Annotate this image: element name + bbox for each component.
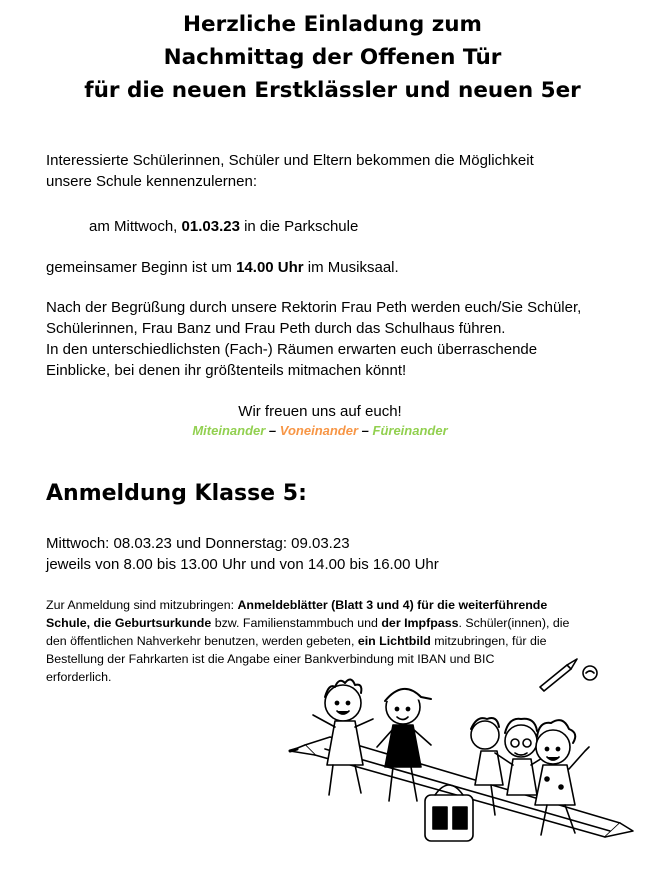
req-birth-certificate: Schule, die Geburtsurkunde <box>46 616 212 630</box>
req-bank-details: Bestellung der Fahrkarten ist die Angabe einer Bankverbindung mit IBAN und BIC <box>46 652 495 666</box>
motto-word-1: Miteinander <box>192 423 266 438</box>
motto-separator-1: – <box>265 423 280 438</box>
req-required: erforderlich. <box>46 670 112 684</box>
req-bring: mitzubringen, für die <box>430 634 547 648</box>
start-prefix: gemeinsamer Beginn ist um <box>46 259 237 276</box>
motto-separator-2: – <box>358 423 373 438</box>
tour-line-2: Schülerinnen, Frau Banz und Frau Peth durch das Schulhaus führen. <box>46 320 506 337</box>
title-line-2: Nachmittag der Offenen Tür <box>163 45 502 70</box>
invitation-title <box>0 8 665 107</box>
child-figure-left <box>313 679 373 795</box>
req-family-book: bzw. Familienstammbuch und <box>211 616 382 630</box>
motto-word-2: Voneinander <box>279 423 359 438</box>
tour-line-4: Einblicke, bei denen ihr größtenteils mitmachen könnt! <box>46 362 407 379</box>
date-prefix: am Mittwoch, <box>89 218 182 235</box>
intro-line-2: unsere Schule kennenzulernen: <box>46 173 257 190</box>
tour-paragraph <box>46 297 581 381</box>
event-date: 01.03.23 <box>181 218 240 235</box>
school-motto <box>0 422 640 440</box>
start-suffix: im Musiksaal. <box>303 259 399 276</box>
flying-pencil-icon <box>540 659 597 691</box>
motto-word-3: Füreinander <box>372 423 448 438</box>
tour-line-3: In den unterschiedlichsten (Fach-) Räumen erwarten euch überraschende <box>46 341 538 358</box>
children-riding-pencil-illustration <box>285 655 645 870</box>
tour-line-1: Nach der Begrüßung durch unsere Rektorin Frau Peth werden euch/Sie Schüler, <box>46 299 582 316</box>
req-intro: Zur Anmeldung sind mitzubringen: <box>46 598 238 612</box>
req-vaccination: der Impfpass <box>381 616 459 630</box>
start-time: 14.00 Uhr <box>236 259 304 276</box>
registration-dates <box>46 533 439 575</box>
title-line-1: Herzliche Einladung zum <box>183 12 482 37</box>
start-time-line <box>46 257 399 278</box>
closing-text: Wir freuen uns auf euch! <box>238 403 402 420</box>
title-line-3: für die neuen Erstklässler und neuen 5er <box>84 78 581 103</box>
event-date-line <box>89 216 358 237</box>
date-suffix: in die Parkschule <box>239 218 359 235</box>
req-students-note: . Schüler(innen), die <box>458 616 570 630</box>
registration-days: Mittwoch: 08.03.23 und Donnerstag: 09.03.23 <box>46 535 350 552</box>
req-photo: ein Lichtbild <box>357 634 431 648</box>
req-transport: den öffentlichen Nahverkehr benutzen, werden gebeten, <box>46 634 358 648</box>
intro-paragraph <box>46 150 534 192</box>
registration-hours: jeweils von 8.00 bis 13.00 Uhr und von 14.00 bis 16.00 Uhr <box>46 556 439 573</box>
registration-heading: Anmeldung Klasse 5: <box>46 481 307 506</box>
intro-line-1: Interessierte Schülerinnen, Schüler und Eltern bekommen die Möglichkeit <box>46 152 534 169</box>
req-forms: Anmeldeblätter (Blatt 3 und 4) für die weiterführende <box>237 598 548 612</box>
